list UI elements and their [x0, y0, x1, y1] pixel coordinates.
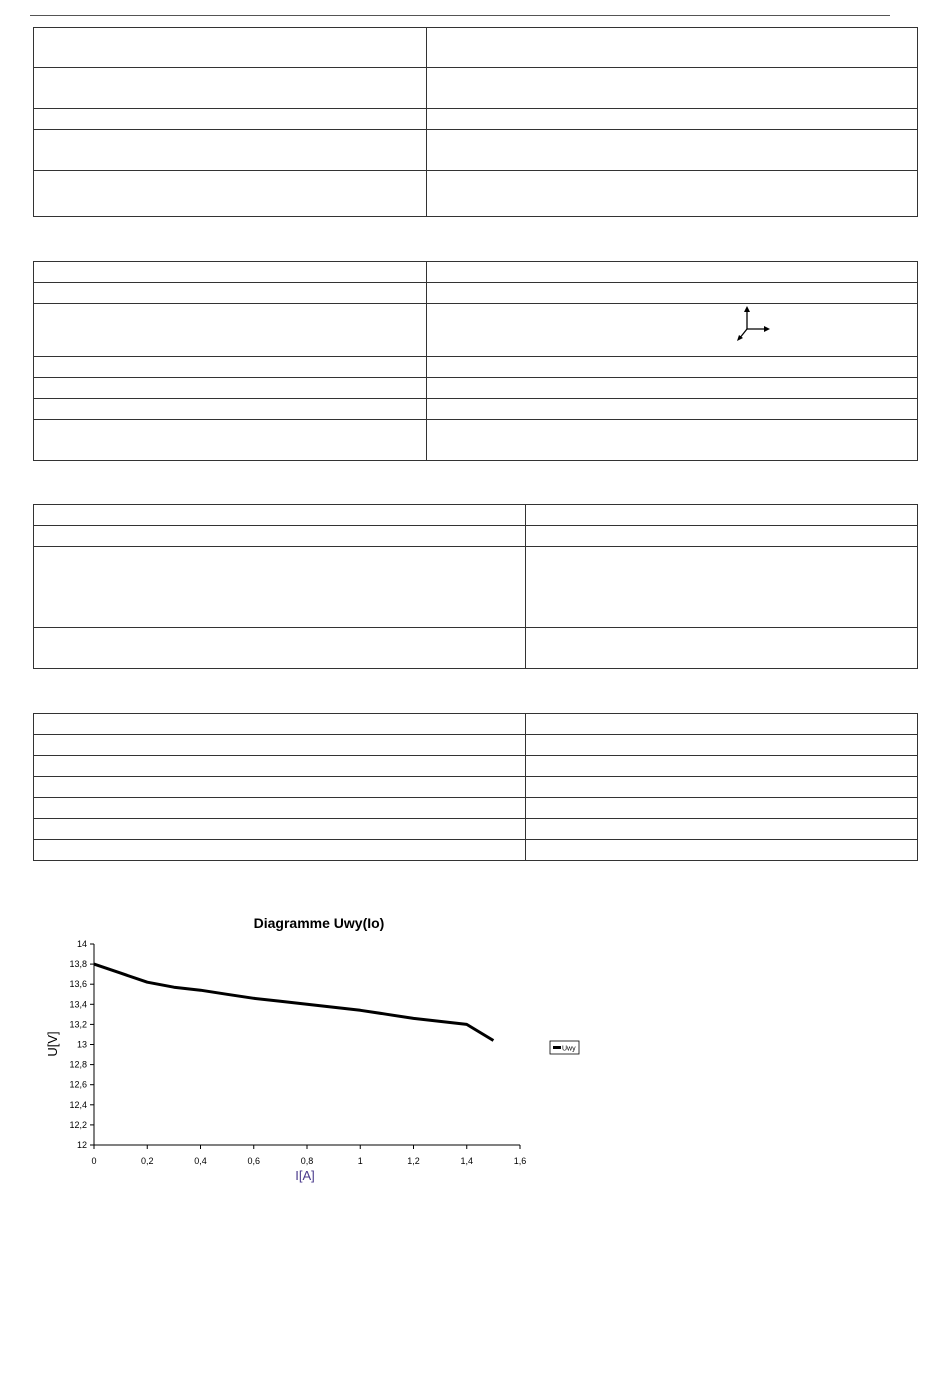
y-tick-label: 14: [76, 939, 87, 949]
value-cell: [427, 357, 918, 378]
y-tick-label: 13,4: [69, 999, 87, 1010]
coordinate-axes-icon: [733, 305, 775, 345]
table-row: [34, 28, 918, 68]
value-cell: [427, 262, 918, 283]
value-cell: [526, 756, 918, 777]
label-cell: [34, 357, 427, 378]
label-cell: [34, 756, 526, 777]
table-row: [34, 526, 918, 547]
table-row: [34, 171, 918, 217]
table-row: [34, 628, 918, 669]
label-cell: [34, 378, 427, 399]
value-cell: [526, 526, 918, 547]
label-cell: [34, 304, 427, 357]
label-cell: [34, 130, 427, 171]
table-row: [34, 735, 918, 756]
value-cell: [526, 505, 918, 526]
table-row: [34, 798, 918, 819]
table-row: [34, 130, 918, 171]
table-row: [34, 840, 918, 861]
value-cell: [427, 399, 918, 420]
label-cell: [34, 109, 427, 130]
table-row: [34, 399, 918, 420]
value-cell: [526, 547, 918, 628]
label-cell: [34, 171, 427, 217]
label-cell: [34, 628, 526, 669]
label-cell: [34, 840, 526, 861]
y-tick-label: 13,8: [69, 959, 87, 970]
label-cell: [34, 777, 526, 798]
table-row: [34, 283, 918, 304]
value-cell: [526, 714, 918, 735]
y-tick-label: 13,6: [69, 979, 87, 990]
header-rule: [30, 15, 890, 16]
label-cell: [34, 399, 427, 420]
y-tick-label: 13,2: [69, 1019, 87, 1030]
legend-label: Uwy: [562, 1045, 576, 1053]
table-row: [34, 505, 918, 526]
x-tick-label: 1,2: [407, 1156, 420, 1166]
x-tick-label: 1,6: [513, 1156, 527, 1166]
y-tick-label: 12,8: [69, 1059, 87, 1070]
value-cell: [427, 130, 918, 171]
label-cell: [34, 547, 526, 628]
value-cell: [427, 109, 918, 130]
value-cell: [526, 840, 918, 861]
y-tick-label: 12: [76, 1140, 87, 1150]
table-row: [34, 547, 918, 628]
y-tick-label: 12,2: [69, 1119, 87, 1130]
table-row: [34, 357, 918, 378]
value-cell: [427, 304, 918, 357]
label-cell: [34, 735, 526, 756]
spec-table-4: [33, 713, 918, 861]
y-tick-label: 12,4: [69, 1099, 87, 1110]
y-tick-label: 12,6: [69, 1079, 87, 1090]
label-cell: [34, 714, 526, 735]
value-cell: [526, 735, 918, 756]
x-tick-label: 0: [91, 1156, 97, 1166]
table-row: [34, 777, 918, 798]
chart-title: Diagramme Uwy(Io): [253, 915, 385, 931]
value-cell: [526, 819, 918, 840]
table-row: [34, 714, 918, 735]
spec-table-2: [33, 261, 918, 461]
value-cell: [526, 628, 918, 669]
table-row: [34, 420, 918, 461]
table-row: [34, 109, 918, 130]
series-line-uwy: [94, 964, 493, 1040]
label-cell: [34, 420, 427, 461]
value-cell: [427, 28, 918, 68]
table-row: [34, 68, 918, 109]
value-cell: [427, 420, 918, 461]
x-tick-label: 0,8: [300, 1156, 314, 1166]
series-layer: [94, 964, 493, 1040]
value-cell: [526, 777, 918, 798]
y-axis-ticks: [69, 939, 94, 1150]
label-cell: [34, 68, 427, 109]
x-axis-label: I[A]: [295, 1168, 315, 1183]
legend: [550, 1041, 579, 1054]
value-cell: [427, 68, 918, 109]
value-cell: [427, 171, 918, 217]
spec-table-3: [33, 504, 918, 669]
y-axis-label: U[V]: [45, 1031, 60, 1057]
table-row: [34, 262, 918, 283]
x-tick-label: 0,4: [194, 1156, 207, 1166]
label-cell: [34, 798, 526, 819]
label-cell: [34, 262, 427, 283]
label-cell: [34, 283, 427, 304]
value-cell: [526, 798, 918, 819]
value-cell: [427, 283, 918, 304]
x-tick-label: 1,4: [460, 1156, 474, 1166]
label-cell: [34, 526, 526, 547]
table-row: [34, 819, 918, 840]
x-tick-label: 0,2: [140, 1156, 154, 1166]
x-tick-label: 1: [357, 1156, 363, 1166]
spec-table-1: [33, 27, 918, 217]
y-tick-label: 13: [76, 1039, 87, 1050]
table-row: [34, 756, 918, 777]
label-cell: [34, 28, 427, 68]
table-row: [34, 378, 918, 399]
line-chart: [0, 900, 600, 1190]
label-cell: [34, 505, 526, 526]
table-row: [34, 304, 918, 357]
x-tick-label: 0,6: [247, 1156, 261, 1166]
x-axis-ticks: [91, 1145, 526, 1166]
label-cell: [34, 819, 526, 840]
value-cell: [427, 378, 918, 399]
